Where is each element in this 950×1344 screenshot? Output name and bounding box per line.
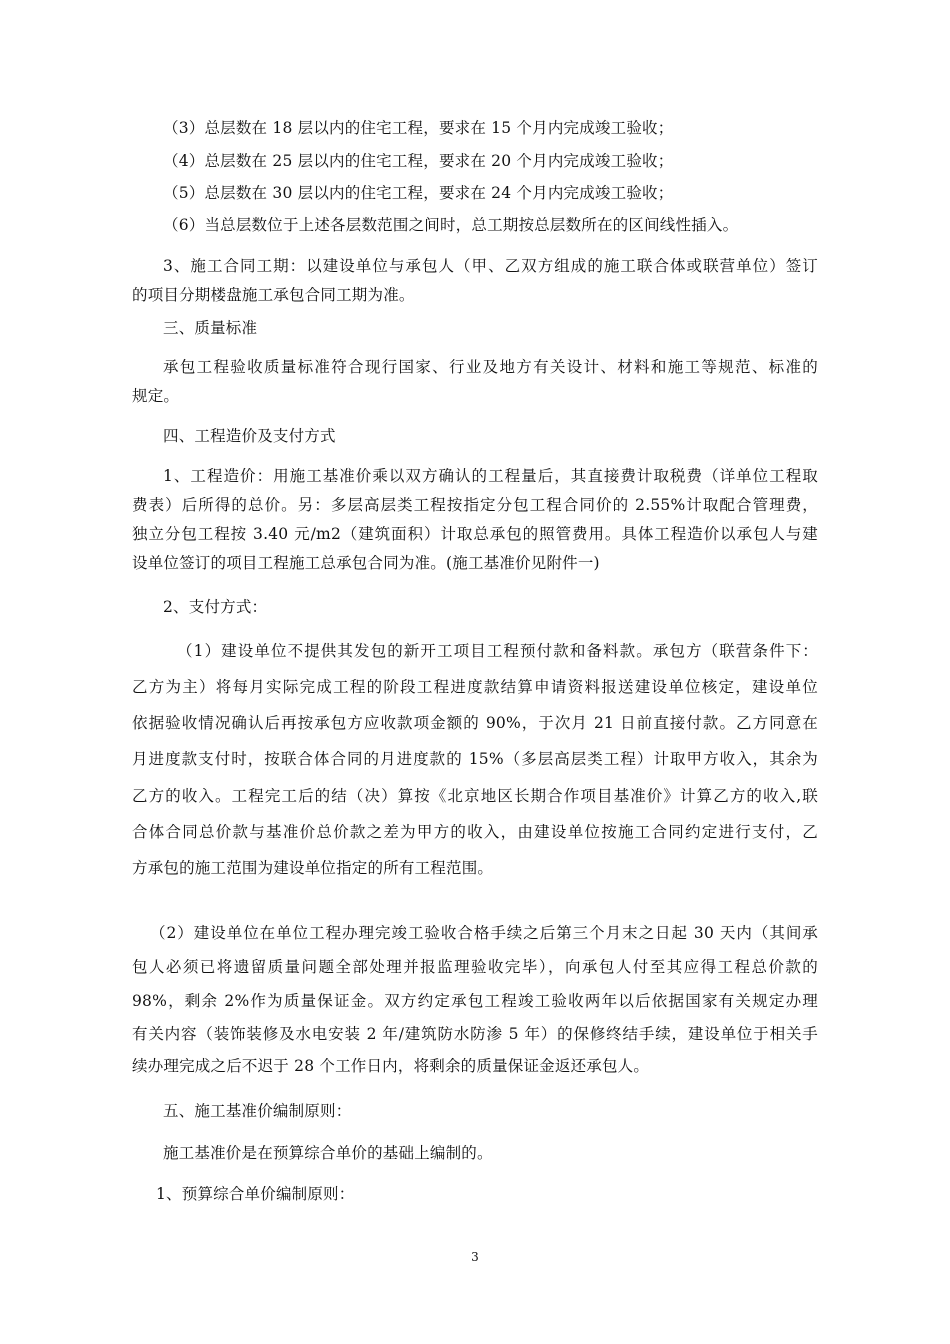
text-line: 依据验收情况确认后再按承包方应收款项金额的 90%，于次月 21 日前直接付款。乙方同意在 xyxy=(132,714,818,732)
text-line: 1、工程造价：用施工基准价乘以双方确认的工程量后，其直接费计取税费（详单位工程取 xyxy=(163,467,818,485)
text-line: （1）建设单位不提供其发包的新开工项目工程预付款和备料款。承包方（联营条件下： xyxy=(177,642,818,660)
sub-heading: 2、支付方式： xyxy=(163,598,268,616)
sub-heading: 1、预算综合单价编制原则： xyxy=(156,1185,355,1203)
text-line: 施工基准价是在预算综合单价的基础上编制的。 xyxy=(163,1144,493,1162)
text-line: 3、施工合同工期：以建设单位与承包人（甲、乙双方组成的施工联合体或联营单位）签订 xyxy=(163,257,818,275)
section-heading: 五、施工基准价编制原则： xyxy=(163,1102,352,1120)
text-line: 续办理完成之后不迟于 28 个工作日内，将剩余的质量保证金返还承包人。 xyxy=(132,1057,650,1075)
text-line: 包人必须已将遗留质量问题全部处理并报监理验收完毕），向承包人付至其应得工程总价款的 xyxy=(132,958,818,976)
text-line: 设单位签订的项目工程施工总承包合同为准。(施工基准价见附件一) xyxy=(132,554,600,572)
text-line: 规定。 xyxy=(132,387,180,405)
text-line: 乙方的收入。工程完工后的结（决）算按《北京地区长期合作项目基准价》计算乙方的收入,联 xyxy=(132,787,818,805)
text-line: 98%，剩余 2%作为质量保证金。双方约定承包工程竣工验收两年以后依据国家有关规定办理 xyxy=(132,992,818,1010)
text-line: 的项目分期楼盘施工承包合同工期为准。 xyxy=(132,286,415,304)
text-line: 方承包的施工范围为建设单位指定的所有工程范围。 xyxy=(132,859,494,877)
text-line: （6）当总层数位于上述各层数范围之间时，总工期按总层数所在的区间线性插入。 xyxy=(163,216,739,234)
page-number: 3 xyxy=(471,1250,479,1264)
text-line: 承包工程验收质量标准符合现行国家、行业及地方有关设计、材料和施工等规范、标准的 xyxy=(163,358,818,376)
text-line: （3）总层数在 18 层以内的住宅工程，要求在 15 个月内完成竣工验收； xyxy=(163,119,674,137)
text-line: 合体合同总价款与基准价总价款之差为甲方的收入，由建设单位按施工合同约定进行支付，乙 xyxy=(132,823,818,841)
text-line: 有关内容（装饰装修及水电安装 2 年/建筑防水防渗 5 年）的保修终结手续，建设单位于相关手 xyxy=(132,1025,818,1043)
text-line: （4）总层数在 25 层以内的住宅工程，要求在 20 个月内完成竣工验收； xyxy=(163,152,674,170)
text-line: 乙方为主）将每月实际完成工程的阶段工程进度款结算申请资料报送建设单位核定，建设单位 xyxy=(132,678,818,696)
text-line: 费表）后所得的总价。另：多层高层类工程按指定分包工程合同价的 2.55%计取配合管理费， xyxy=(132,496,818,514)
text-line: （5）总层数在 30 层以内的住宅工程，要求在 24 个月内完成竣工验收； xyxy=(163,184,674,202)
text-line: 独立分包工程按 3.40 元/m2（建筑面积）计取总承包的照管费用。具体工程造价以承包人与建 xyxy=(132,525,818,543)
text-line: （2）建设单位在单位工程办理完竣工验收合格手续之后第三个月末之日起 30 天内（其间承 xyxy=(150,924,818,942)
section-heading: 四、工程造价及支付方式 xyxy=(163,427,336,445)
text-line: 月进度款支付时，按联合体合同的月进度款的 15%（多层高层类工程）计取甲方收入，其余为 xyxy=(132,750,818,768)
section-heading: 三、质量标准 xyxy=(163,319,258,337)
